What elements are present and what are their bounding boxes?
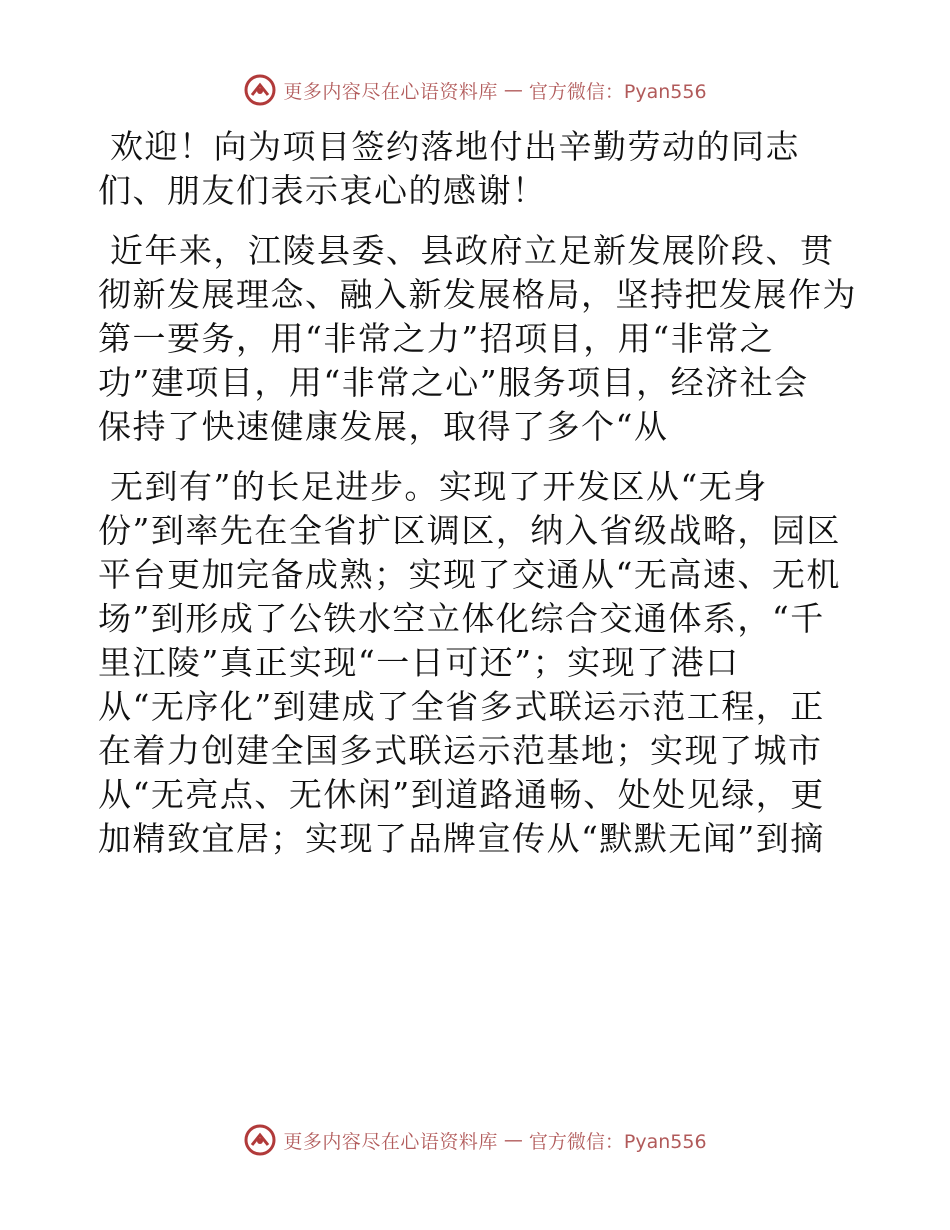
seal-logo-icon — [243, 1123, 277, 1157]
text-line: 里江陵”真正实现“一日可还”；实现了港口 — [98, 643, 740, 682]
text-line: 在着力创建全国多式联运示范基地；实现了城市 — [98, 731, 823, 770]
text-line: 从“无序化”到建成了全省多式联运示范工程，正 — [98, 687, 825, 726]
watermark-wechat: 官方微信：Pyan556 — [528, 80, 707, 103]
document-body — [98, 125, 858, 861]
text-line: 欢迎！向为项目签约落地付出辛勤劳动的同志 — [110, 127, 800, 166]
text-line: 近年来，江陵县委、县政府立足新发展阶段、贯 — [110, 231, 835, 270]
paragraph-3 — [98, 465, 858, 861]
watermark-separator: — — [503, 79, 523, 101]
text-line: 们、朋友们表示衷心的感谢！ — [98, 171, 547, 210]
text-line: 功”建项目，用“非常之心”服务项目，经济社会 — [98, 363, 809, 402]
watermark-wechat: 官方微信：Pyan556 — [528, 1130, 707, 1153]
text-line: 第一要务，用“非常之力”招项目，用“非常之 — [98, 319, 775, 358]
text-line: 从“无亮点、无休闲”到道路通畅、处处见绿，更 — [98, 775, 825, 814]
text-line: 份”到率先在全省扩区调区，纳入省级战略，园区 — [98, 511, 841, 550]
seal-logo-icon — [243, 73, 277, 107]
paragraph-2 — [98, 229, 858, 449]
text-line: 彻新发展理念、融入新发展格局，坚持把发展作为 — [98, 275, 857, 314]
watermark-text: 更多内容尽在心语资料库 — [283, 80, 498, 103]
text-line: 无到有”的长足进步。实现了开发区从“无身 — [110, 467, 768, 506]
footer-watermark — [0, 1120, 950, 1160]
text-line: 保持了快速健康发展，取得了多个“从 — [98, 407, 669, 446]
paragraph-1 — [98, 125, 858, 213]
watermark-separator: — — [503, 1129, 523, 1151]
text-line: 场”到形成了公铁水空立体化综合交通体系，“千 — [98, 599, 825, 638]
text-line: 加精致宜居；实现了品牌宣传从“默默无闻”到摘 — [98, 819, 825, 858]
watermark-text: 更多内容尽在心语资料库 — [283, 1130, 498, 1153]
text-line: 平台更加完备成熟；实现了交通从“无高速、无机 — [98, 555, 841, 594]
header-watermark — [0, 70, 950, 110]
